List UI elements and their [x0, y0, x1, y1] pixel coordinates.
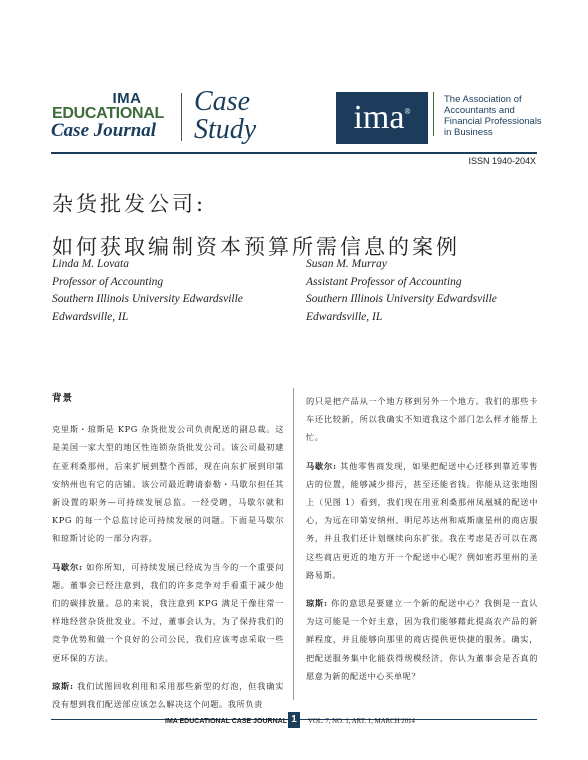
case-study-line2: Study	[194, 114, 257, 145]
author-name: Linda M. Lovata	[52, 258, 129, 270]
paragraph-text: 我们试图回收利用和采用那些新型的灯泡，但我确实没有想到我们配送部应该怎么解决这个问题。我所负责	[52, 680, 284, 710]
footer-volume-info: VOL. 7, NO. 1, ART. 1, MARCH 2014	[308, 718, 415, 725]
paragraph-text: 如你所知，可持续发展已经成为当今的一个重要问题。董事会已经注意到，我们的许多竞争对手看重于减少他们的碳排放量。总的来说，我注意到 KPG 满足于像往常一样地经营杂货批发业。不过，董事会认为，为了保持我们的竞争优势和做一个良好的公司公民，我们应该考虑采取一些更环保的方法。	[52, 561, 284, 663]
author-school: Southern Illinois University Edwardsville	[306, 293, 497, 305]
author-title: Professor of Accounting	[52, 275, 164, 288]
issn-label: ISSN 1940-204X	[468, 156, 536, 166]
speaker-label: 马歇尔:	[306, 460, 337, 471]
paragraph-text: 你的意思是要建立一个新的配送中心？我倒是一直认为这可能是一个好主意，因为我们能够藉此提高农产品的新鲜程度，并且能够向那里的商店提供更快捷的服务。确实，把配送服务集中化能获得规模经济，你认为董事会是否真的愿意为新的配送中心买单呢？	[306, 598, 538, 681]
ima-logo-top: IMA	[112, 90, 142, 107]
author-location: Edwardsville, IL	[306, 310, 383, 323]
author-block-2	[306, 256, 546, 326]
author-school: Southern Illinois University Edwardsville	[52, 293, 243, 305]
header-rule	[51, 152, 537, 154]
author-title: Assistant Professor of Accounting	[306, 275, 462, 288]
body-paragraph	[52, 558, 284, 667]
page-number: 1	[288, 712, 300, 728]
speaker-label: 马歇尔:	[52, 561, 83, 572]
article-title-line1: 杂货批发公司:	[52, 192, 207, 216]
author-location: Edwardsville, IL	[52, 310, 129, 323]
case-study-logo	[194, 88, 256, 144]
author-name: Susan M. Murray	[306, 258, 387, 270]
logo-divider	[181, 93, 182, 141]
paragraph-text: 其他零售商发现，如果把配送中心迁移到靠近零售店的位置，能够减少排污，甚至还能省钱。你能从这张地图上（见图 1）看到，我们现在用亚利桑那州凤凰城的配送中心，为远在印第安纳州、明尼苏达州和威斯康星州的商店服务，并且我们还计划继续向东扩张。我在考虑是否可以在离这些商店更近的地方开一个配送中心呢？例如密苏里州的圣路易斯。	[306, 460, 538, 580]
ima-logo-case-journal: Case Journal	[51, 120, 157, 141]
body-paragraph	[306, 457, 538, 584]
case-study-line1: Case	[194, 86, 250, 117]
association-line: in Business	[444, 127, 493, 138]
section-heading: 背景	[52, 393, 74, 404]
association-divider	[433, 92, 434, 136]
paragraph-text: 克里斯・琼斯是 KPG 杂货批发公司负责配送的副总裁。这是美国一家大型的地区性连锁杂货批发公司。该公司最初建在亚利桑那州，后来扩展到整个西部，现在向东扩展到印第安纳州也有它的店铺。该公司最近聘请泰勒・马歇尔担任其新设置的职务—可持续发展总监。一经受聘，马歇尔就和 KPG 的每一个总监讨论可持续发展的问题。下面是马歇尔和琼斯讨论的一部分内容。	[52, 424, 284, 544]
association-tagline	[444, 94, 554, 138]
article-title-line2: 如何获取编制资本预算所需信息的案例	[52, 235, 460, 259]
association-line: The Association of	[444, 94, 522, 105]
paragraph-text: 的只是把产品从一个地方移到另外一个地方。我们的那些卡车还比较新，所以我确实不知道我这个部门怎么样才能帮上忙。	[306, 396, 538, 443]
speaker-label: 琼斯:	[306, 598, 328, 609]
body-column-right	[306, 392, 538, 695]
column-divider	[293, 388, 294, 700]
ima-logo-educational: EDUCATIONAL	[52, 105, 164, 122]
registered-mark: ®	[404, 107, 411, 116]
speaker-label: 琼斯:	[52, 680, 74, 691]
body-paragraph	[306, 594, 538, 685]
footer-journal-name: IMA EDUCATIONAL CASE JOURNAL	[165, 718, 287, 725]
association-line: Accountants and	[444, 105, 515, 116]
ima-brand-text: ima	[353, 99, 405, 136]
body-paragraph	[306, 392, 538, 447]
ima-brand-logo	[336, 92, 428, 144]
association-line: Financial Professionals	[444, 116, 542, 127]
author-block-1	[52, 256, 292, 326]
body-paragraph	[52, 677, 284, 713]
body-column-left	[52, 392, 284, 723]
body-paragraph	[52, 420, 284, 547]
